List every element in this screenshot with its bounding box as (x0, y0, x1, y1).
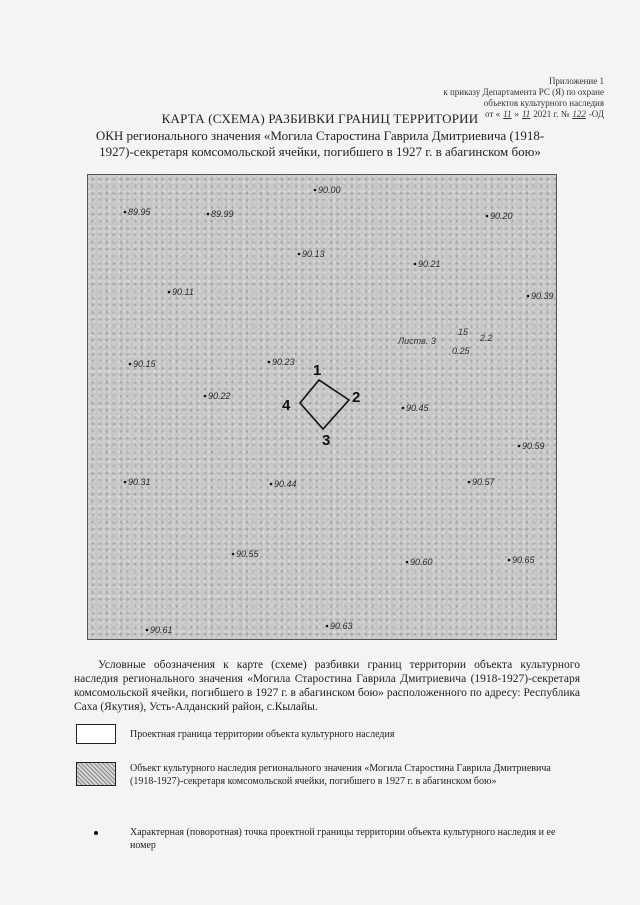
elevation-label: 90.59 (522, 441, 545, 451)
year-text: 2021 г. № (533, 109, 570, 119)
map-scheme (87, 174, 557, 640)
elevation-dot (270, 483, 273, 486)
legend-text-heritage-object: Объект культурного наследия регионального значения «Могила Старостина Гаврила Дмитриевича (1918-1927)-секретаря комсомольской ячейки, погибшего в 1927 г. в абагинском бою» (130, 763, 551, 787)
elevation-dot (146, 629, 149, 632)
elevation-label: 90.21 (418, 259, 441, 269)
elevation-label: 90.23 (272, 357, 295, 367)
elevation-label: 90.60 (410, 557, 433, 567)
boundary-point-2: 2 (352, 389, 361, 406)
order-suffix: -ОД (588, 109, 604, 119)
heritage-object-symbol (76, 762, 116, 786)
date-prefix: от « (485, 109, 501, 119)
elevation-label: 90.57 (472, 477, 495, 487)
date-month: 11 (521, 109, 531, 119)
page-title: КАРТА (СХЕМА) РАЗБИВКИ ГРАНИЦ ТЕРРИТОРИИ (161, 111, 479, 126)
boundary-point-3: 3 (322, 432, 331, 449)
elevation-dot (314, 189, 317, 192)
turning-point-symbol (94, 831, 98, 835)
elevation-dot (518, 445, 521, 448)
elevation-label: 90.15 (133, 359, 156, 369)
elevation-label: 90.31 (128, 477, 151, 487)
map-annotation: Листв. 3 (398, 336, 436, 346)
elevation-label: 90.20 (490, 211, 513, 221)
map-annotation: 0.25 (452, 346, 470, 356)
elevation-label: 89.99 (211, 209, 234, 219)
elevation-marks (124, 185, 554, 635)
page-subtitle: ОКН регионального значения «Могила Старостина Гаврила Дмитриевича (1918-1927)-секретаря комсомольской ячейки, погибшего в 1927 г. в абагинском бою» (95, 128, 545, 159)
boundary-point-marks (282, 362, 360, 449)
elevation-dot (508, 559, 511, 562)
elevation-dot (468, 481, 471, 484)
date-mid: » (514, 109, 519, 119)
elevation-label: 90.45 (406, 403, 429, 413)
map-annotations (397, 327, 493, 356)
legend-text-boundary: Проектная граница территории объекта культурного наследия (130, 729, 395, 740)
elevation-label: 90.39 (531, 291, 554, 301)
legend-text-turning-point: Характерная (поворотная) точка проектной границы территории объекта культурного наследия и ее номер (130, 827, 556, 851)
elevation-dot (124, 481, 127, 484)
elevation-dot (232, 553, 235, 556)
map-annotation: 15 (458, 327, 469, 337)
elevation-dot (298, 253, 301, 256)
boundary-symbol (76, 724, 116, 744)
elevation-dot (268, 361, 271, 364)
territory-boundary (300, 380, 349, 429)
elevation-label: 90.44 (274, 479, 297, 489)
elevation-label: 90.61 (150, 625, 173, 635)
elevation-dot (207, 213, 210, 216)
elevation-dot (402, 407, 405, 410)
elevation-label: 90.22 (208, 391, 231, 401)
appendix-line-2: к приказу Департамента РС (Я) по охране (443, 87, 604, 97)
elevation-label: 90.11 (172, 287, 194, 297)
elevation-dot (414, 263, 417, 266)
elevation-label: 90.00 (318, 185, 341, 195)
boundary-point-1: 1 (313, 362, 322, 379)
date-day: 11 (503, 109, 512, 119)
elevation-label: 90.55 (236, 549, 259, 559)
appendix-line-1: Приложение 1 (548, 76, 604, 86)
legend-intro: Условные обозначения к карте (схеме) разбивки границ территории объекта культурного наследия регионального значения «Могила Старостина Гаврила Дмитриевича (1918-1927)-секретаря комсомольской ячейки, погибшего в 1927 г. в абагинском бою» расположенного по адресу: Республика Саха (Якутия), Усть-Алданский район, с.Кылайы. (74, 659, 580, 713)
map-annotation: 2.2 (480, 333, 493, 343)
elevation-label: 90.13 (302, 249, 325, 259)
map-canvas (88, 175, 557, 640)
elevation-label: 90.63 (330, 621, 353, 631)
boundary-point-4: 4 (282, 397, 291, 414)
elevation-dot (326, 625, 329, 628)
appendix-line-3: объектов культурного наследия (483, 98, 604, 108)
elevation-dot (486, 215, 489, 218)
elevation-dot (168, 291, 171, 294)
elevation-dot (129, 363, 132, 366)
elevation-dot (124, 211, 127, 214)
elevation-dot (204, 395, 207, 398)
elevation-dot (406, 561, 409, 564)
elevation-label: 89.95 (128, 207, 151, 217)
elevation-dot (527, 295, 530, 298)
order-number: 122 (572, 109, 586, 119)
elevation-label: 90.65 (512, 555, 535, 565)
